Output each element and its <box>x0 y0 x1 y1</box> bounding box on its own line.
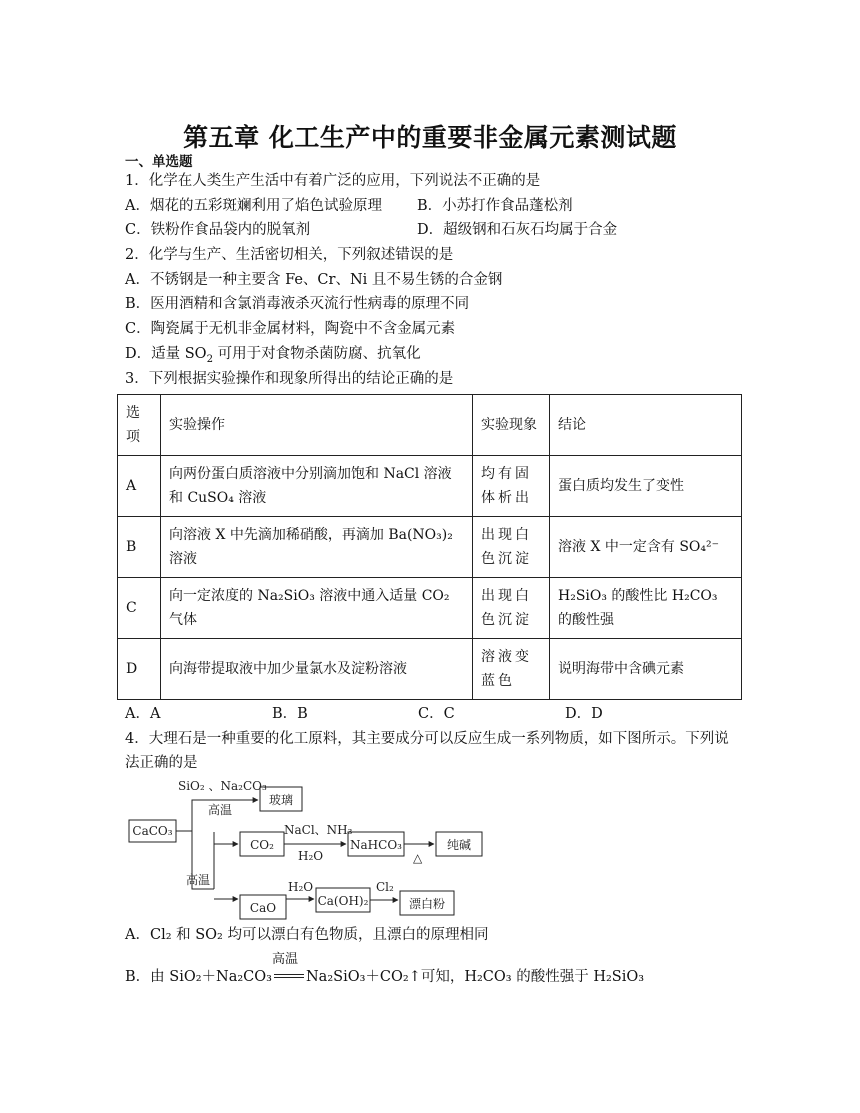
equals-line-bottom <box>274 977 304 978</box>
row-conclusion: H₂SiO₃ 的酸性比 H₂CO₃ 的酸性强 <box>550 578 742 639</box>
caco3-label: CaCO₃ <box>132 824 173 838</box>
q3-choice-c: C．C <box>418 706 455 722</box>
q1-option-c: C．铁粉作食品袋内的脱氧剂 <box>125 222 311 238</box>
header-conclusion: 结论 <box>550 395 742 456</box>
table-row <box>118 517 742 578</box>
q3-choice-d: D．D <box>565 706 603 722</box>
row-conclusion: 溶液 X 中一定含有 SO₄²⁻ <box>550 517 742 578</box>
q2-option-d-suffix: 可用于对食物杀菌防腐、抗氧化 <box>213 346 421 362</box>
row-conclusion: 蛋白质均发生了变性 <box>550 456 742 517</box>
cao-label: CaO <box>249 901 277 915</box>
row-option: C <box>118 578 161 639</box>
q2-option-d <box>125 345 421 363</box>
row-option: D <box>118 639 161 700</box>
caoh2-label: Ca(OH)₂ <box>317 894 369 908</box>
q1-stem: 1．化学在人类生产生活中有着广泛的应用，下列说法不正确的是 <box>125 173 541 189</box>
row-operation: 向溶液 X 中先滴加稀硝酸，再滴加 Ba(NO₃)₂ 溶液 <box>161 517 473 578</box>
q3-table <box>117 394 742 700</box>
soda-label: 纯碱 <box>446 838 472 852</box>
row-operation: 向海带提取液中加少量氯水及淀粉溶液 <box>161 639 473 700</box>
row-phenomenon: 出现白色沉淀 <box>473 517 550 578</box>
q1-option-a: A．烟花的五彩斑斓利用了焰色试验原理 <box>125 198 382 214</box>
section-heading: 一、单选题 <box>125 154 193 170</box>
heat-symbol: △ <box>413 851 423 865</box>
q4-option-b-prefix: B．由 SiO₂＋Na₂CO₃ <box>125 969 272 985</box>
q3-stem: 3．下列根据实验操作和现象所得出的结论正确的是 <box>125 371 454 387</box>
q2-stem: 2．化学与生产、生活密切相关，下列叙述错误的是 <box>125 247 454 263</box>
q2-option-a: A．不锈钢是一种主要含 Fe、Cr、Ni 且不易生锈的合金钢 <box>125 272 503 288</box>
header-option: 选项 <box>118 395 161 456</box>
table-header-row <box>118 395 742 456</box>
q1-option-d: D．超级钢和石灰石均属于合金 <box>417 222 618 238</box>
glass-label: 玻璃 <box>268 793 294 807</box>
row-operation: 向两份蛋白质溶液中分别滴加饱和 NaCl 溶液和 CuSO₄ 溶液 <box>161 456 473 517</box>
reagent-mid-label: NaCl、NH₃ <box>284 823 353 837</box>
table-row <box>118 578 742 639</box>
q4-stem-line2: 法正确的是 <box>125 755 198 771</box>
q4-option-b <box>125 952 645 986</box>
cond-top-label: 高温 <box>208 803 233 817</box>
q2-option-d-subscript: 2 <box>206 353 214 365</box>
page-title: 第五章 化工生产中的重要非金属元素测试题 <box>183 123 677 152</box>
q4-option-b-suffix: Na₂SiO₃＋CO₂↑可知，H₂CO₃ 的酸性强于 H₂SiO₃ <box>305 969 645 985</box>
header-operation: 实验操作 <box>161 395 473 456</box>
q4-stem-line1: 4．大理石是一种重要的化工原料，其主要成分可以反应生成一系列物质，如下图所示。下列说 <box>125 731 729 747</box>
cl2-label: Cl₂ <box>376 880 394 894</box>
h2o-bottom-label: H₂O <box>288 880 314 894</box>
q3-choice-b: B．B <box>272 706 308 722</box>
q1-option-b: B．小苏打作食品蓬松剂 <box>417 198 573 214</box>
table-row <box>118 639 742 700</box>
reaction-flow-diagram <box>128 774 488 924</box>
q4-option-a: A．Cl₂ 和 SO₂ 均可以漂白有色物质，且漂白的原理相同 <box>125 927 489 943</box>
row-option: A <box>118 456 161 517</box>
header-phenomenon: 实验现象 <box>473 395 550 456</box>
q2-option-d-prefix: D．适量 SO <box>125 346 207 362</box>
q2-option-c: C．陶瓷属于无机非金属材料，陶瓷中不含金属元素 <box>125 321 456 337</box>
row-operation: 向一定浓度的 Na₂SiO₃ 溶液中通入适量 CO₂ 气体 <box>161 578 473 639</box>
condition-high-temp: 高温 <box>271 952 298 967</box>
reagent-top-label: SiO₂ 、Na₂CO₃ <box>178 779 267 793</box>
row-phenomenon: 溶液变蓝色 <box>473 639 550 700</box>
nahco3-label: NaHCO₃ <box>350 838 402 852</box>
row-conclusion: 说明海带中含碘元素 <box>550 639 742 700</box>
row-option: B <box>118 517 161 578</box>
row-phenomenon: 出现白色沉淀 <box>473 578 550 639</box>
equals-line-top <box>274 974 304 975</box>
q3-choice-a: A．A <box>125 706 161 722</box>
h2o-mid-label: H₂O <box>298 849 324 863</box>
row-phenomenon: 均有固体析出 <box>473 456 550 517</box>
cond-bottom-label: 高温 <box>186 873 211 887</box>
table-row <box>118 456 742 517</box>
q2-option-b: B．医用酒精和含氯消毒液杀灭流行性病毒的原理不同 <box>125 296 470 312</box>
co2-label: CO₂ <box>250 838 274 852</box>
bleach-label: 漂白粉 <box>408 897 446 911</box>
high-temp-equals-sign <box>271 952 306 986</box>
